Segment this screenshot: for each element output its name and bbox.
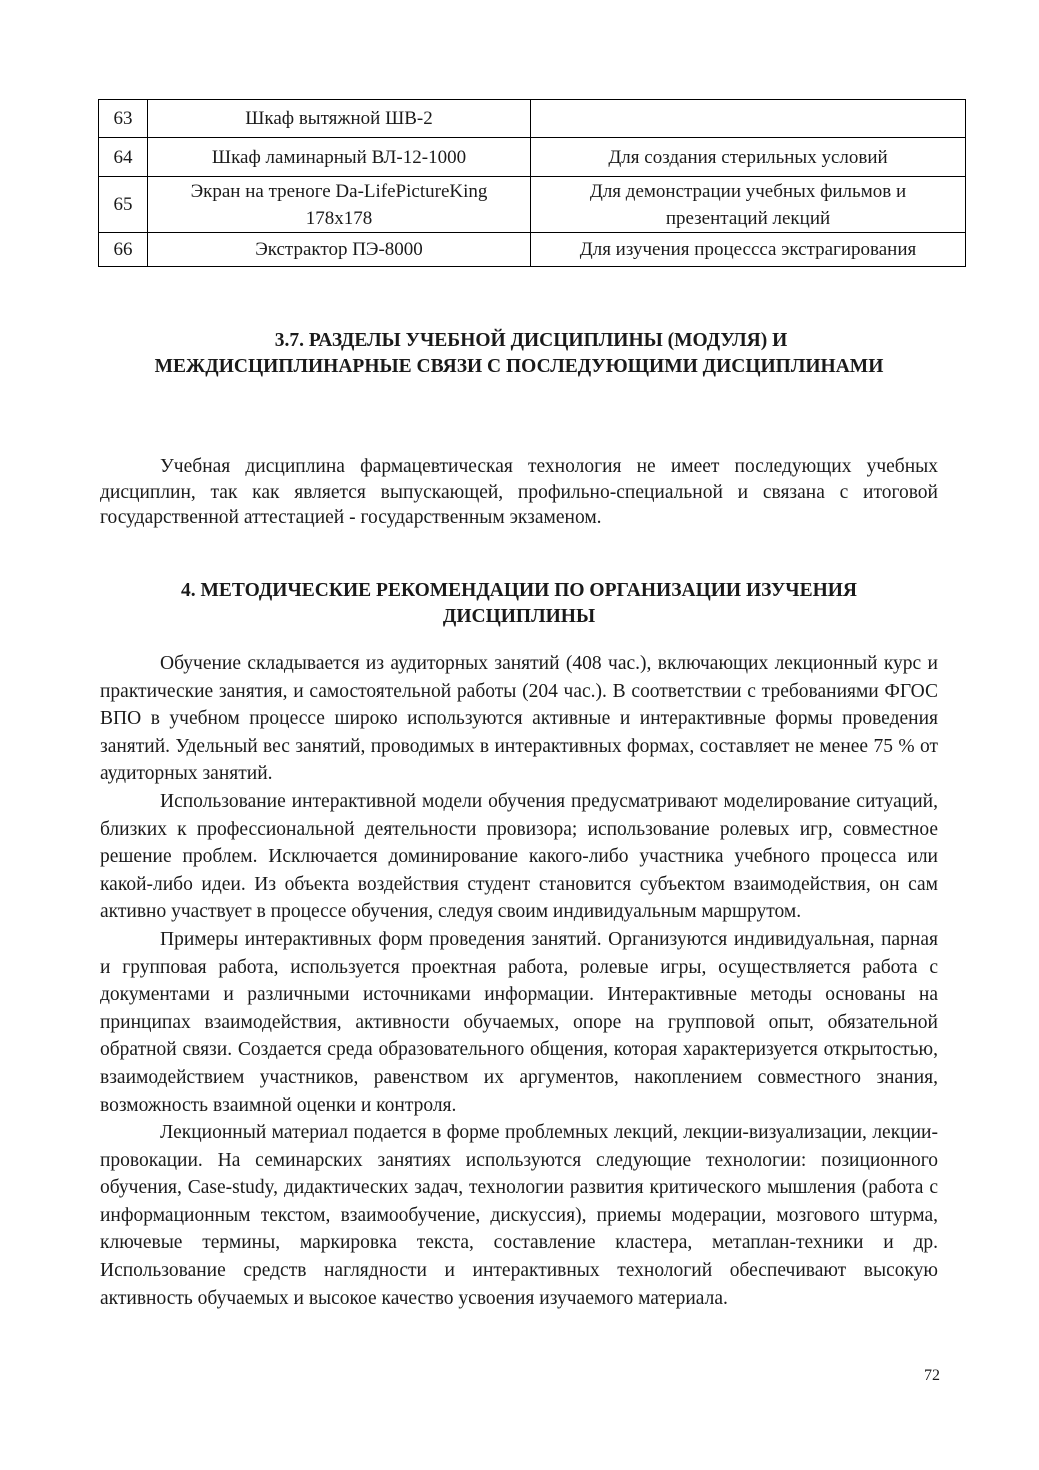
heading-line: 3.7. РАЗДЕЛЫ УЧЕБНОЙ ДИСЦИПЛИНЫ (МОДУЛЯ) И [274, 330, 788, 351]
equipment-purpose-line: презентаций лекций [665, 207, 831, 229]
section-3-7-heading [100, 328, 938, 380]
equipment-table [98, 99, 966, 267]
row-number: 63 [99, 100, 148, 138]
equipment-name: Шкаф ламинарный ВЛ-12-1000 [148, 138, 531, 177]
equipment-name: Шкаф вытяжной ШВ-2 [148, 100, 531, 138]
row-number: 66 [99, 233, 148, 267]
equipment-purpose: Для создания стерильных условий [531, 138, 966, 177]
equipment-purpose [531, 100, 966, 138]
page-number: 72 [924, 1367, 940, 1384]
heading-line: 4. МЕТОДИЧЕСКИЕ РЕКОМЕНДАЦИИ ПО ОРГАНИЗАЦИИ ИЗУЧЕНИЯ [181, 580, 857, 601]
body-paragraph: Лекционный материал подается в форме проблемных лекций, лекции-визуализации, лекции-провокации. На семинарских занятиях используются следующие технологии: позиционного обучения, Case-study, дидактических задач, технологии развития критического мышления (работа с информационным текстом, взаимообучение, дискуссия), приемы модерации, мозгового штурма, ключевые термины, маркировка текста, составление кластера, метаплан-техники и др. Использование средств наглядности и интерактивных технологий обеспечивают высокую активность обучаемых и высокое качество усвоения изучаемого материала. [100, 1122, 938, 1309]
equipment-purpose: Для изучения процессса экстрагирования [531, 233, 966, 267]
equipment-name: Экстрактор ПЭ-8000 [148, 233, 531, 267]
body-paragraph: Использование интерактивной модели обучения предусматривают моделирование ситуаций, близких к профессиональной деятельности провизора; использование ролевых игр, совместное решение проблем. Исключается доминирование какого-либо участника учебного процесса или какой-либо идеи. Из объекта воздействия студент становится субъектом взаимодействия, он сам активно участвует в процессе обучения, следуя своим индивидуальным маршрутом. [100, 790, 938, 923]
table-row [99, 233, 966, 267]
equipment-purpose-line: Для демонстрации учебных фильмов и [589, 180, 907, 202]
table-row [99, 138, 966, 177]
equipment-name-line: Экран на треноге Da-LifePictureKing [190, 180, 488, 202]
heading-line: ДИСЦИПЛИНЫ [442, 606, 596, 627]
heading-line: МЕЖДИСЦИПЛИНАРНЫЕ СВЯЗИ С ПОСЛЕДУЮЩИМИ ДИСЦИПЛИНАМИ [154, 356, 884, 377]
table-row [99, 177, 966, 233]
row-number: 64 [99, 138, 148, 177]
table-row [99, 100, 966, 138]
equipment-name-line: 178х178 [305, 207, 373, 229]
equipment-name [148, 177, 531, 233]
equipment-purpose [531, 177, 966, 233]
section-4-heading [100, 578, 938, 630]
body-paragraph: Примеры интерактивных форм проведения занятий. Организуются индивидуальная, парная и групповая работа, используется проектная работа, ролевые игры, осуществляется работа с документами и различными источниками информации. Интерактивные методы основаны на принципах взаимодействия, активности обучаемых, опоре на групповой опыт, обязательной обратной связи. Создается среда образовательного общения, которая характеризуется открытостью, взаимодействием участников, равенством их аргументов, накоплением совместного знания, возможность взаимной оценки и контроля. [100, 928, 938, 1116]
row-number: 65 [99, 177, 148, 233]
section-3-7-paragraph: Учебная дисциплина фармацевтическая технология не имеет последующих учебных дисциплин, так как является выпускающей, профильно-специальной и связана с итоговой государственной аттестацией - государственным экзаменом. [100, 456, 938, 528]
section-4-body [100, 650, 938, 1312]
body-paragraph: Обучение складывается из аудиторных занятий (408 час.), включающих лекционный курс и практические занятия, и самостоятельной работы (204 час.). В соответствии с требованиями ФГОС ВПО в учебном процессе широко используются активные и интерактивные формы проведения занятий. Удельный вес занятий, проводимых в интерактивных формах, составляет не менее 75 % от аудиторных занятий. [100, 653, 938, 785]
